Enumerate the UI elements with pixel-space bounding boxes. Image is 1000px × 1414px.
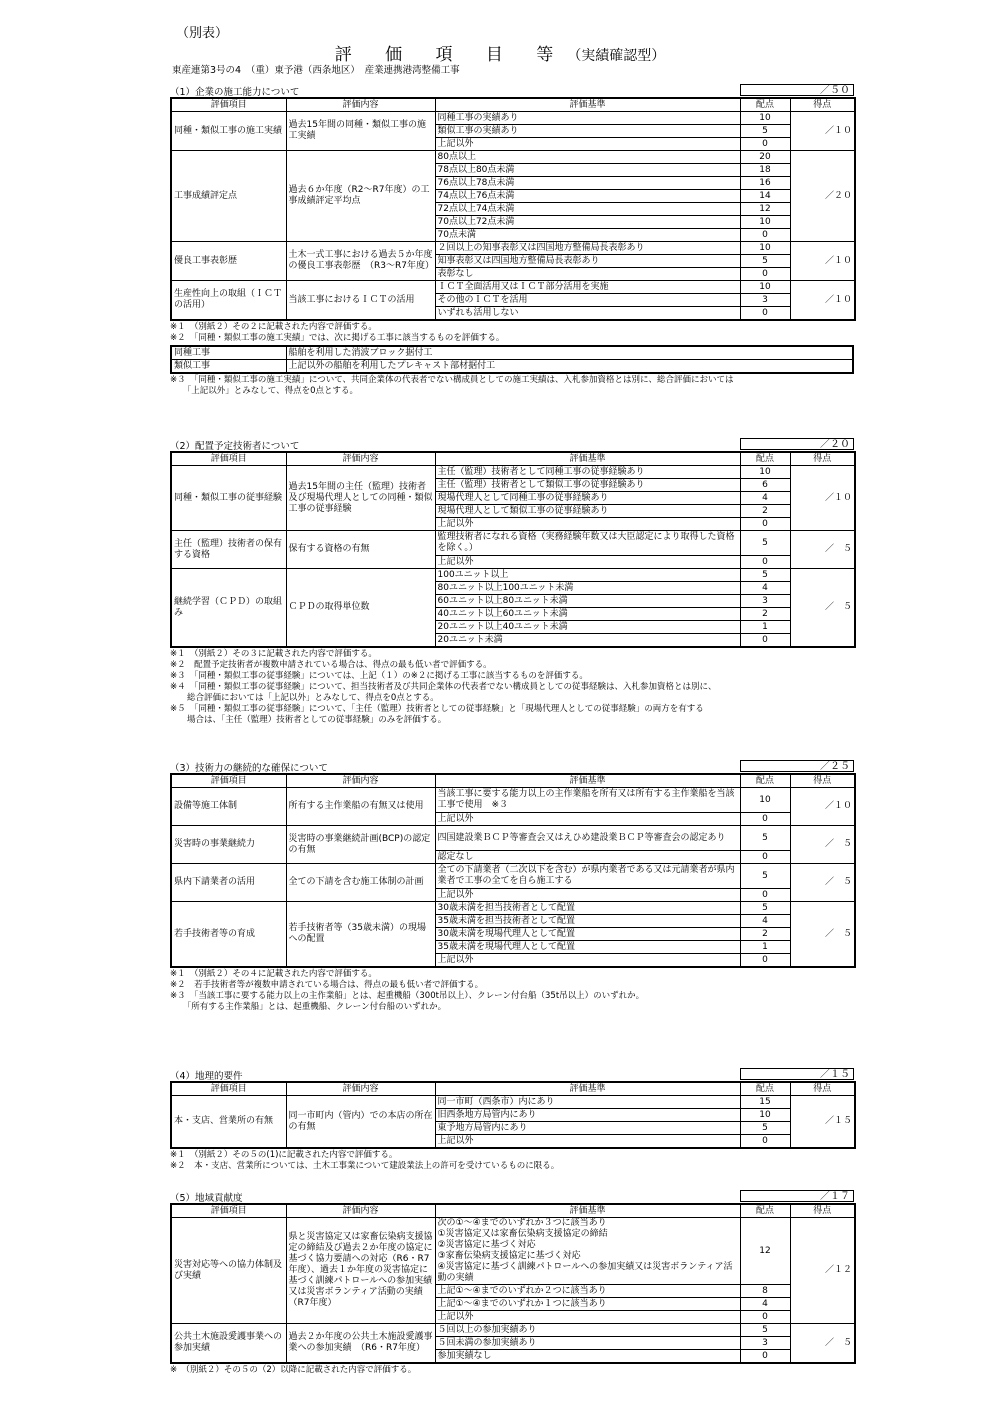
section-3 [170,760,854,1013]
notes [170,649,854,726]
criteria-text: 上記以外 [435,1135,740,1149]
note-line: ※１ （別紙２）その３に記載された内容で評価する。 [170,649,377,659]
score-cell: ／ ５ [790,1324,855,1364]
evaluation-content: 当該工事におけるＩＣＴの活用 [286,281,435,321]
points-value: 10 [740,112,790,125]
points-value: 4 [740,915,790,928]
note-line: ※２ 若手技術者等が複数申請されている場合は、得点の最も低い者で評価する。 [170,980,484,990]
points-value: 0 [740,813,790,826]
score-cell: ／ ５ [790,826,855,864]
criteria-text: 40ユニット以上60ユニット未満 [435,608,740,621]
section-2 [170,438,854,726]
points-value: 0 [740,556,790,569]
criteria-text: 同一市町（西条市）内にあり [435,1096,740,1109]
score-cell: ／ ５ [790,569,855,648]
header-points: 配点 [740,1204,790,1218]
points-value: 5 [740,826,790,851]
score-cell: ／１０ [790,788,855,826]
points-value: 20 [740,151,790,164]
evaluation-item: 若手技術者等の育成 [171,902,286,968]
criteria-text: 74点以上76点未満 [435,190,740,203]
points-value: 0 [740,138,790,151]
header-item: 評価項目 [171,1204,286,1218]
criteria-row [171,466,855,479]
points-value: 14 [740,190,790,203]
points-value: 5 [740,1122,790,1135]
criteria-text: 類似工事の実績あり [435,125,740,138]
criteria-text: その他のＩＣＴを活用 [435,294,740,307]
points-value: 0 [740,889,790,902]
evaluation-content: 全ての下請を含む施工体制の計画 [286,864,435,902]
score-cell: ／ ５ [790,864,855,902]
points-value: 15 [740,1096,790,1109]
evaluation-item: 同種・類似工事の施工実績 [171,112,286,151]
criteria-text: 100ユニット以上 [435,569,740,582]
evaluation-content: 土木一式工事における過去５か年度の優良工事表彰歴 （R3～R7年度） [286,242,435,281]
section-5-table [170,1203,856,1364]
criteria-text: 72点以上74点未満 [435,203,740,216]
points-value: 1 [740,941,790,954]
header-score: 得点 [790,1082,855,1096]
section-total: ／１７ [740,1190,854,1202]
evaluation-item: 本・支店、営業所の有無 [171,1096,286,1149]
criteria-text: 認定なし [435,851,740,864]
note-line: ※ （別紙２）その５の（2）以降に記載された内容で評価する。 [170,1365,417,1375]
points-value: 0 [740,1350,790,1364]
section-total: ／５０ [740,84,854,96]
header-row [171,774,855,788]
criteria-text: 上記以外 [435,138,740,151]
criteria-text: 35歳未満を担当技術者として配置 [435,915,740,928]
section-title: （1）企業の施工能力について [170,87,300,98]
note-line: ※１ （別紙２）その２に記載された内容で評価する。 [170,322,377,332]
points-value: 1 [740,621,790,634]
points-value: 5 [740,531,790,556]
points-value: 4 [740,1298,790,1311]
criteria-text: 次の①～④までのいずれか３つに該当あり ①災害協定又は家畜伝染病支援協定の締結 ②災害協定に基づく対応 ③家畜伝染病支援協定に基づく対応 ④災害協定に基づく訓練パトロールへの参加実績又は災害ボランティア活動の実績 [435,1218,740,1285]
evaluation-item: 工事成績評定点 [171,151,286,242]
criteria-text: 上記以外 [435,556,740,569]
criteria-text: 旧西条地方局管内にあり [435,1109,740,1122]
score-cell: ／１０ [790,112,855,151]
evaluation-content: 所有する主作業船の有無又は使用 [286,788,435,826]
points-value: 12 [740,1218,790,1285]
criteria-row [171,1096,855,1109]
criteria-text: 当該工事に要する能力以上の主作業船を所有又は所有する主作業船を当該工事で使用 ※３ [435,788,740,813]
evaluation-content: 保有する資格の有無 [286,531,435,569]
points-value: 8 [740,1285,790,1298]
criteria-row [171,1218,855,1285]
header-score: 得点 [790,452,855,466]
evaluation-content: 災害時の事業継続計画(BCP)の認定の有無 [286,826,435,864]
criteria-text: いずれも活用しない [435,307,740,321]
header-item: 評価項目 [171,98,286,112]
evaluation-content: 同一市町内（管内）での本店の所在の有無 [286,1096,435,1149]
criteria-text: 上記以外 [435,1311,740,1324]
points-value: 10 [740,242,790,255]
page-title [0,40,1000,65]
note-line: ※１ （別紙２）その５の(1)に記載された内容で評価する。 [170,1150,398,1160]
criteria-text: 35歳未満を現場代理人として配置 [435,941,740,954]
section-title: （5）地域貢献度 [170,1193,243,1204]
header-criteria: 評価基準 [435,98,740,112]
section-title: （2）配置予定技術者について [170,441,300,452]
criteria-row [171,902,855,915]
section-2-table [170,451,856,648]
criteria-text: 20ユニット未満 [435,634,740,648]
evaluation-content: 県と災害協定又は家畜伝染病支援協定の締結及び過去２か年度の協定に基づく協力要請への対応（R6・R7年度）、過去１か年度の災害協定に基づく訓練パトロールへの参加実績又は災害ボランティア活動の実績（R7年度） [286,1218,435,1324]
score-cell: ／１０ [790,466,855,531]
score-cell: ／ ５ [790,531,855,569]
points-value: 16 [740,177,790,190]
section-3-table [170,773,856,968]
criteria-row [171,112,855,125]
points-value: 0 [740,307,790,321]
evaluation-item: 災害対応等への協力体制及び実績 [171,1218,286,1324]
points-value: 0 [740,851,790,864]
points-value: 10 [740,1109,790,1122]
section-title: （4）地理的要件 [170,1071,243,1082]
header-points: 配点 [740,452,790,466]
criteria-text: 上記①～④までのいずれか２つに該当あり [435,1285,740,1298]
criteria-row [171,242,855,255]
points-value: 5 [740,864,790,889]
points-value: 12 [740,203,790,216]
section-title: （3）技術力の継続的な確保について [170,763,328,774]
header-points: 配点 [740,1082,790,1096]
evaluation-content: 若手技術者等（35歳未満）の現場への配置 [286,902,435,968]
header-criteria: 評価基準 [435,1082,740,1096]
criteria-text: 参加実績なし [435,1350,740,1364]
header-score: 得点 [790,774,855,788]
criteria-text: 監理技術者になれる資格（実務経験年数又は大臣認定により取得した資格を除く。） [435,531,740,556]
definition-value: 上記以外の船舶を利用したプレキャスト部材据付工 [286,360,853,374]
score-cell: ／１５ [790,1096,855,1149]
evaluation-item: 公共土木施設愛護事業への参加実績 [171,1324,286,1364]
points-value: 0 [740,954,790,968]
criteria-text: 70点以上72点未満 [435,216,740,229]
notes [170,322,854,344]
notes [170,1365,854,1376]
points-value: 5 [740,125,790,138]
points-value: 18 [740,164,790,177]
score-cell: ／１０ [790,242,855,281]
section-total: ／２０ [740,438,854,450]
criteria-text: 20ユニット以上40ユニット未満 [435,621,740,634]
criteria-text: 上記以外 [435,954,740,968]
points-value: 2 [740,505,790,518]
criteria-text: 表彰なし [435,268,740,281]
points-value: 2 [740,928,790,941]
section-4 [170,1068,854,1172]
note-line: ※４ 「同種・類似工事の従事経験」について、担当技術者及び共同企業体の代表者でない構成員としての従事経験は、入札参加資格とは別に、 [170,682,717,692]
title-main: 評 価 項 目 等 [334,45,568,65]
points-value: 3 [740,294,790,307]
evaluation-content: 過去15年間の主任（監理）技術者及び現場代理人としての同種・類似工事の従事経験 [286,466,435,531]
points-value: 10 [740,281,790,294]
criteria-row [171,281,855,294]
evaluation-content: 過去15年間の同種・類似工事の施工実績 [286,112,435,151]
criteria-text: ＩＣＴ全面活用又はＩＣＴ部分活用を実施 [435,281,740,294]
project-name: 東産連第3号の4 （重）東予港（西条地区） 産業連携港湾整備工事 [172,65,460,76]
criteria-text: ２回以上の知事表彰又は四国地方整備局長表彰あり [435,242,740,255]
points-value: 5 [740,569,790,582]
evaluation-item: 主任（監理）技術者の保有する資格 [171,531,286,569]
criteria-text: 現場代理人として類似工事の従事経験あり [435,505,740,518]
header-score: 得点 [790,98,855,112]
points-value: 10 [740,466,790,479]
header-row [171,452,855,466]
evaluation-item: 継続学習（ＣＰＤ）の取組み [171,569,286,648]
evaluation-item: 県内下請業者の活用 [171,864,286,902]
criteria-text: 東予地方局管内にあり [435,1122,740,1135]
points-value: 0 [740,1311,790,1324]
criteria-text: 30歳未満を現場代理人として配置 [435,928,740,941]
criteria-text: 同種工事の実績あり [435,112,740,125]
evaluation-content: ＣＰＤの取得単位数 [286,569,435,648]
criteria-text: 30歳未満を担当技術者として配置 [435,902,740,915]
notes [170,969,854,1013]
criteria-text: 70点未満 [435,229,740,242]
section-1 [170,84,854,397]
header-criteria: 評価基準 [435,1204,740,1218]
score-cell: ／２０ [790,151,855,242]
annex-label: （別表） [176,26,229,41]
definition-row [171,360,853,374]
points-value: 2 [740,608,790,621]
note-line: ※２ 本・支店、営業所については、土木工事業について建設業法上の許可を受けているものに限る。 [170,1161,560,1171]
criteria-text: 上記以外 [435,813,740,826]
points-value: 0 [740,634,790,648]
header-points: 配点 [740,98,790,112]
criteria-text: 主任（監理）技術者として類似工事の従事経験あり [435,479,740,492]
evaluation-item: 災害時の事業継続力 [171,826,286,864]
points-value: 4 [740,582,790,595]
criteria-text: 80点以上 [435,151,740,164]
criteria-text: 上記以外 [435,518,740,531]
criteria-text: 76点以上78点未満 [435,177,740,190]
points-value: 5 [740,1324,790,1337]
criteria-text: 現場代理人として同種工事の従事経験あり [435,492,740,505]
evaluation-content: 過去２か年度の公共土木施設愛護事業への参加実績 （R6・R7年度） [286,1324,435,1364]
criteria-text: 80ユニット以上100ユニット未満 [435,582,740,595]
note-line: 「所有する主作業船」とは、起重機船、クレーン付台船のいずれか。 [170,1002,447,1012]
header-criteria: 評価基準 [435,452,740,466]
header-content: 評価内容 [286,774,435,788]
header-row [171,1204,855,1218]
note-line: ※２ 配置予定技術者が複数申請されている場合は、得点の最も低い者で評価する。 [170,660,492,670]
note-line: 総合評価においては「上記以外」とみなして、得点を0点とする。 [170,693,439,703]
header-row [171,98,855,112]
points-value: 10 [740,216,790,229]
criteria-text: 全ての下請業者（二次以下を含む）が県内業者である又は元請業者が県内業者で工事の全てを自ら施工する [435,864,740,889]
header-content: 評価内容 [286,98,435,112]
points-value: 6 [740,479,790,492]
note-line: ※３ 「同種・類似工事の従事経験」については、上記（１）の※２に掲げる工事に該当するものを評価する。 [170,671,588,681]
notes [170,375,854,397]
score-cell: ／１２ [790,1218,855,1324]
definition-key: 同種工事 [171,346,286,360]
header-content: 評価内容 [286,1204,435,1218]
section-4-table [170,1081,856,1149]
points-value: 5 [740,902,790,915]
points-value: 3 [740,595,790,608]
criteria-row [171,531,855,556]
note-line: 場合は、「主任（監理）技術者としての従事経験」のみを評価する。 [170,715,447,725]
criteria-text: 主任（監理）技術者として同種工事の従事経験あり [435,466,740,479]
criteria-text: 上記以外 [435,889,740,902]
evaluation-item: 生産性向上の取組（ＩＣＴの活用） [171,281,286,321]
header-item: 評価項目 [171,774,286,788]
evaluation-item: 設備等施工体制 [171,788,286,826]
criteria-text: 78点以上80点未満 [435,164,740,177]
title-sub: （実績確認型） [567,48,666,64]
definition-key: 類似工事 [171,360,286,374]
criteria-text: 知事表彰又は四国地方整備局長表彰あり [435,255,740,268]
header-item: 評価項目 [171,452,286,466]
points-value: 10 [740,788,790,813]
score-cell: ／ ５ [790,902,855,968]
header-score: 得点 [790,1204,855,1218]
header-content: 評価内容 [286,452,435,466]
note-line: ※２ 「同種・類似工事の施工実績」では、次に掲げる工事に該当するものを評価する。 [170,333,505,343]
points-value: 5 [740,255,790,268]
note-line: ※３ 「同種・類似工事の施工実績」について、共同企業体の代表者でない構成員としての施工実績は、入札参加資格とは別に、総合評価においては [170,375,734,385]
notes [170,1150,854,1172]
evaluation-item: 優良工事表彰歴 [171,242,286,281]
criteria-row [171,1324,855,1337]
points-value: 4 [740,492,790,505]
section-5 [170,1190,854,1376]
criteria-text: 上記①～④までのいずれか１つに該当あり [435,1298,740,1311]
points-value: 0 [740,268,790,281]
header-item: 評価項目 [171,1082,286,1096]
criteria-row [171,826,855,851]
criteria-row [171,864,855,889]
section-total: ／２５ [740,760,854,772]
header-row [171,1082,855,1096]
points-value: 0 [740,229,790,242]
criteria-row [171,151,855,164]
evaluation-item: 同種・類似工事の従事経験 [171,466,286,531]
criteria-text: ５回未満の参加実績あり [435,1337,740,1350]
note-line: 「上記以外」とみなして、得点を0点とする。 [170,386,358,396]
definition-row [171,346,853,360]
criteria-text: ５回以上の参加実績あり [435,1324,740,1337]
points-value: 3 [740,1337,790,1350]
note-line: ※３ 「当該工事に要する能力以上の主作業船」とは、起重機船（300t吊以上）、クレーン付台船（35t吊以上）のいずれか。 [170,991,645,1001]
criteria-text: 四国建設業ＢＣＰ等審査会又はえひめ建設業ＢＣＰ等審査会の認定あり [435,826,740,851]
points-value: 0 [740,1135,790,1149]
criteria-row [171,788,855,813]
note-line: ※１ （別紙２）その４に記載された内容で評価する。 [170,969,377,979]
score-cell: ／１０ [790,281,855,321]
header-criteria: 評価基準 [435,774,740,788]
section-total: ／１５ [740,1068,854,1080]
definition-value: 船舶を利用した消波ブロック据付工 [286,346,853,360]
note-line: ※５ 「同種・類似工事の従事経験」について、「主任（監理）技術者としての従事経験」と「現場代理人としての従事経験」の両方を有する [170,704,704,714]
header-points: 配点 [740,774,790,788]
points-value: 0 [740,518,790,531]
criteria-row [171,569,855,582]
section-1-table [170,97,856,321]
evaluation-content: 過去６か年度（R2～R7年度）の工事成績評定平均点 [286,151,435,242]
criteria-text: 60ユニット以上80ユニット未満 [435,595,740,608]
definition-table [170,345,854,374]
header-content: 評価内容 [286,1082,435,1096]
